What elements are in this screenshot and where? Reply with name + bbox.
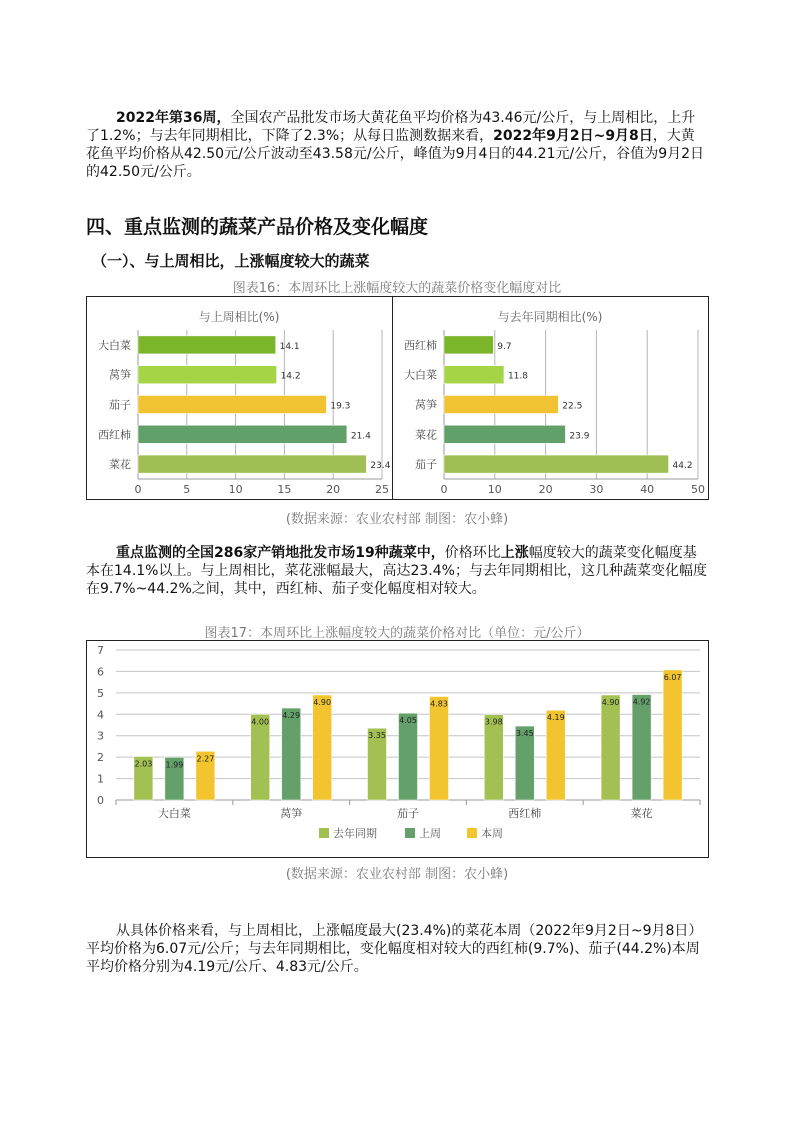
chart17-legend-swatch (319, 828, 329, 838)
chart16a-bar (138, 396, 326, 414)
para1-bold-week: 2022年第36周， (116, 110, 231, 126)
chart17-data-label: 3.35 (368, 731, 386, 741)
chart17-bar (282, 708, 301, 800)
chart17-data-label: 4.19 (546, 713, 565, 723)
chart17-category-label: 菜花 (630, 807, 653, 820)
chart16a-x-tick-label: 10 (228, 483, 243, 496)
para2-bold-1: 重点监测的全国286家产销地批发市场19种蔬菜中， (116, 545, 445, 561)
chart17-y-tick-label: 6 (97, 665, 104, 679)
paragraph-vegetable-change (86, 544, 708, 598)
chart16a-category-label: 大白菜 (98, 338, 131, 352)
chart17-data-label: 4.29 (282, 711, 301, 721)
chart17-bar (601, 695, 620, 800)
chart17-bar (399, 713, 418, 800)
chart17-legend-swatch (467, 828, 477, 838)
figure17-source: (数据来源：农业农村部 制图：农小蜂) (285, 867, 509, 882)
chart16a-bar (138, 366, 277, 384)
chart16b-category-label: 茄子 (415, 458, 437, 472)
chart16b-data-label: 44.2 (672, 461, 693, 472)
chart16a-x-tick-label: 25 (375, 483, 389, 496)
figure16-source: (数据来源：农业农村部 制图：农小蜂) (285, 512, 509, 527)
chart16a-category-label: 菜花 (109, 458, 131, 472)
chart16b-data-label: 11.8 (507, 371, 528, 382)
chart16b-category-label: 大白菜 (404, 368, 437, 382)
chart17-legend-label: 本周 (481, 827, 503, 840)
chart17-data-label: 3.98 (484, 717, 503, 727)
chart17-y-tick-label: 5 (97, 686, 104, 700)
chart17-category-label: 茄子 (397, 807, 419, 820)
chart16a-x-tick-label: 20 (326, 483, 341, 496)
figure16-caption: 图表16：本周环比上涨幅度较大的蔬菜价格变化幅度对比 (232, 281, 562, 296)
chart17-data-label: 4.05 (399, 716, 417, 726)
chart16a-bar (138, 455, 366, 473)
chart16a-data-label: 19.3 (330, 401, 351, 412)
chart17-y-tick-label: 1 (97, 772, 104, 786)
chart16b-x-tick-label: 0 (440, 483, 448, 496)
chart17-legend-label: 去年同期 (333, 827, 377, 840)
chart17-bar (251, 714, 270, 800)
chart16b-category-label: 西红柿 (404, 338, 437, 352)
chart17-bar (313, 695, 332, 800)
chart16a-x-tick-label: 15 (277, 483, 292, 496)
chart17-data-label: 3.45 (515, 729, 534, 739)
chart17-data-label: 6.07 (663, 672, 682, 682)
chart17-data-label: 4.90 (313, 698, 332, 707)
chart17-bar (484, 715, 503, 800)
para1-text-2: ，大黄花鱼平均价格从42.50元/公斤波动至43.58元/公斤，峰值为9月4日的44.21元/公斤，谷值为9月2日的42.50元/公斤。 (86, 128, 705, 180)
para3-text: 从具体价格来看，与上周相比，上涨幅度最大(23.4%)的菜花本周（2022年9月2日~9月8日）平均价格为6.07元/公斤；与去年同期相比，变化幅度相对较大的西红柿(9.7%)、茄子(44.2%)本周平均价格分别为4.19元/公斤、4.83元/公斤。 (86, 923, 703, 975)
section-heading: 四、重点监测的蔬菜产品价格及变化幅度 (86, 216, 429, 238)
chart17-data-label: 4.92 (632, 697, 651, 707)
chart16b-title: 与去年同期相比(%) (497, 310, 603, 324)
chart17-bar (430, 697, 449, 801)
para2-text-2: 幅度较大的蔬菜变化幅度基本在14.1%以上。与上周相比，菜花涨幅最大，高达23.4%；与去年同期相比，这几种蔬菜变化幅度在9.7%~44.2%之间，其中，西红柿、茄子变化幅度相对较大。 (86, 545, 707, 597)
chart17-legend-swatch (405, 828, 415, 838)
chart16b-data-label: 9.7 (497, 341, 512, 352)
chart17-category-label: 西红柿 (508, 807, 542, 820)
chart17-data-label: 2.27 (196, 754, 215, 764)
chart17-y-tick-label: 4 (97, 708, 104, 722)
chart17-category-label: 大白菜 (157, 807, 191, 820)
figure17-caption: 图表17：本周环比上涨幅度较大的蔬菜价格对比（单位：元/公斤） (204, 626, 590, 641)
chart17-data-label: 4.90 (601, 698, 620, 707)
chart16b-category-label: 菜花 (415, 428, 437, 442)
chart16a-data-label: 14.1 (279, 341, 300, 352)
chart17-y-tick-label: 7 (97, 644, 104, 657)
chart16b-bar (444, 396, 558, 414)
chart17-data-label: 4.00 (251, 717, 270, 727)
figure16-charts (86, 296, 710, 500)
para1-bold-dates: 2022年9月2日~9月8日 (493, 128, 653, 144)
chart17-y-tick-label: 0 (97, 794, 104, 807)
chart17-y-tick-label: 3 (97, 729, 104, 743)
chart16b-bar (444, 336, 493, 354)
chart16a-category-label: 莴笋 (109, 368, 131, 382)
chart17-data-label: 1.99 (165, 760, 184, 770)
chart16b-x-tick-label: 20 (538, 483, 553, 496)
chart17-data-label: 2.03 (134, 759, 153, 769)
figure17-chart (86, 640, 710, 858)
chart16b-data-label: 22.5 (562, 401, 583, 412)
chart16b-data-label: 23.9 (569, 431, 590, 442)
paragraph-fish-price (86, 109, 708, 181)
chart16a-data-label: 23.4 (370, 461, 391, 472)
chart16b-x-tick-label: 10 (487, 483, 502, 496)
chart16a-category-label: 西红柿 (98, 428, 131, 442)
chart16a-data-label: 21.4 (350, 431, 371, 442)
chart17-y-tick-label: 2 (97, 751, 104, 765)
chart16a-bar (138, 425, 347, 443)
chart16b-x-tick-label: 30 (589, 483, 604, 496)
chart17-bar (632, 695, 651, 800)
chart16b-bar (444, 366, 504, 384)
chart17-data-label: 4.83 (430, 699, 448, 709)
chart16b-bar (444, 455, 669, 473)
subsection-heading: （一）、与上周相比，上涨幅度较大的蔬菜 (92, 252, 370, 270)
chart16a-data-label: 14.2 (280, 371, 301, 382)
chart16a-category-label: 茄子 (109, 398, 131, 412)
chart17-bar (663, 670, 682, 800)
chart16b-category-label: 莴笋 (415, 398, 437, 412)
chart17-category-label: 莴笋 (280, 807, 303, 820)
chart16a-x-tick-label: 0 (134, 483, 142, 496)
para2-bold-2: 上涨 (500, 545, 529, 561)
para1-text-1: 全国农产品批发市场大黄花鱼平均价格为43.46元/公斤，与上周相比，上升了1.2%；与去年同期相比，下降了2.3%；从每日监测数据来看， (86, 110, 696, 144)
chart16a-title: 与上周相比(%) (198, 310, 280, 324)
paragraph-price-detail (86, 922, 708, 976)
chart17-bar (546, 710, 565, 800)
chart16b-x-tick-label: 40 (640, 483, 655, 496)
para2-text-1: 价格环比 (444, 545, 501, 561)
chart16a-bar (138, 336, 276, 354)
chart17-legend-label: 上周 (419, 827, 441, 840)
chart16b-x-tick-label: 50 (691, 483, 705, 496)
chart16a-x-tick-label: 5 (183, 483, 191, 496)
chart16b-bar (444, 425, 565, 443)
